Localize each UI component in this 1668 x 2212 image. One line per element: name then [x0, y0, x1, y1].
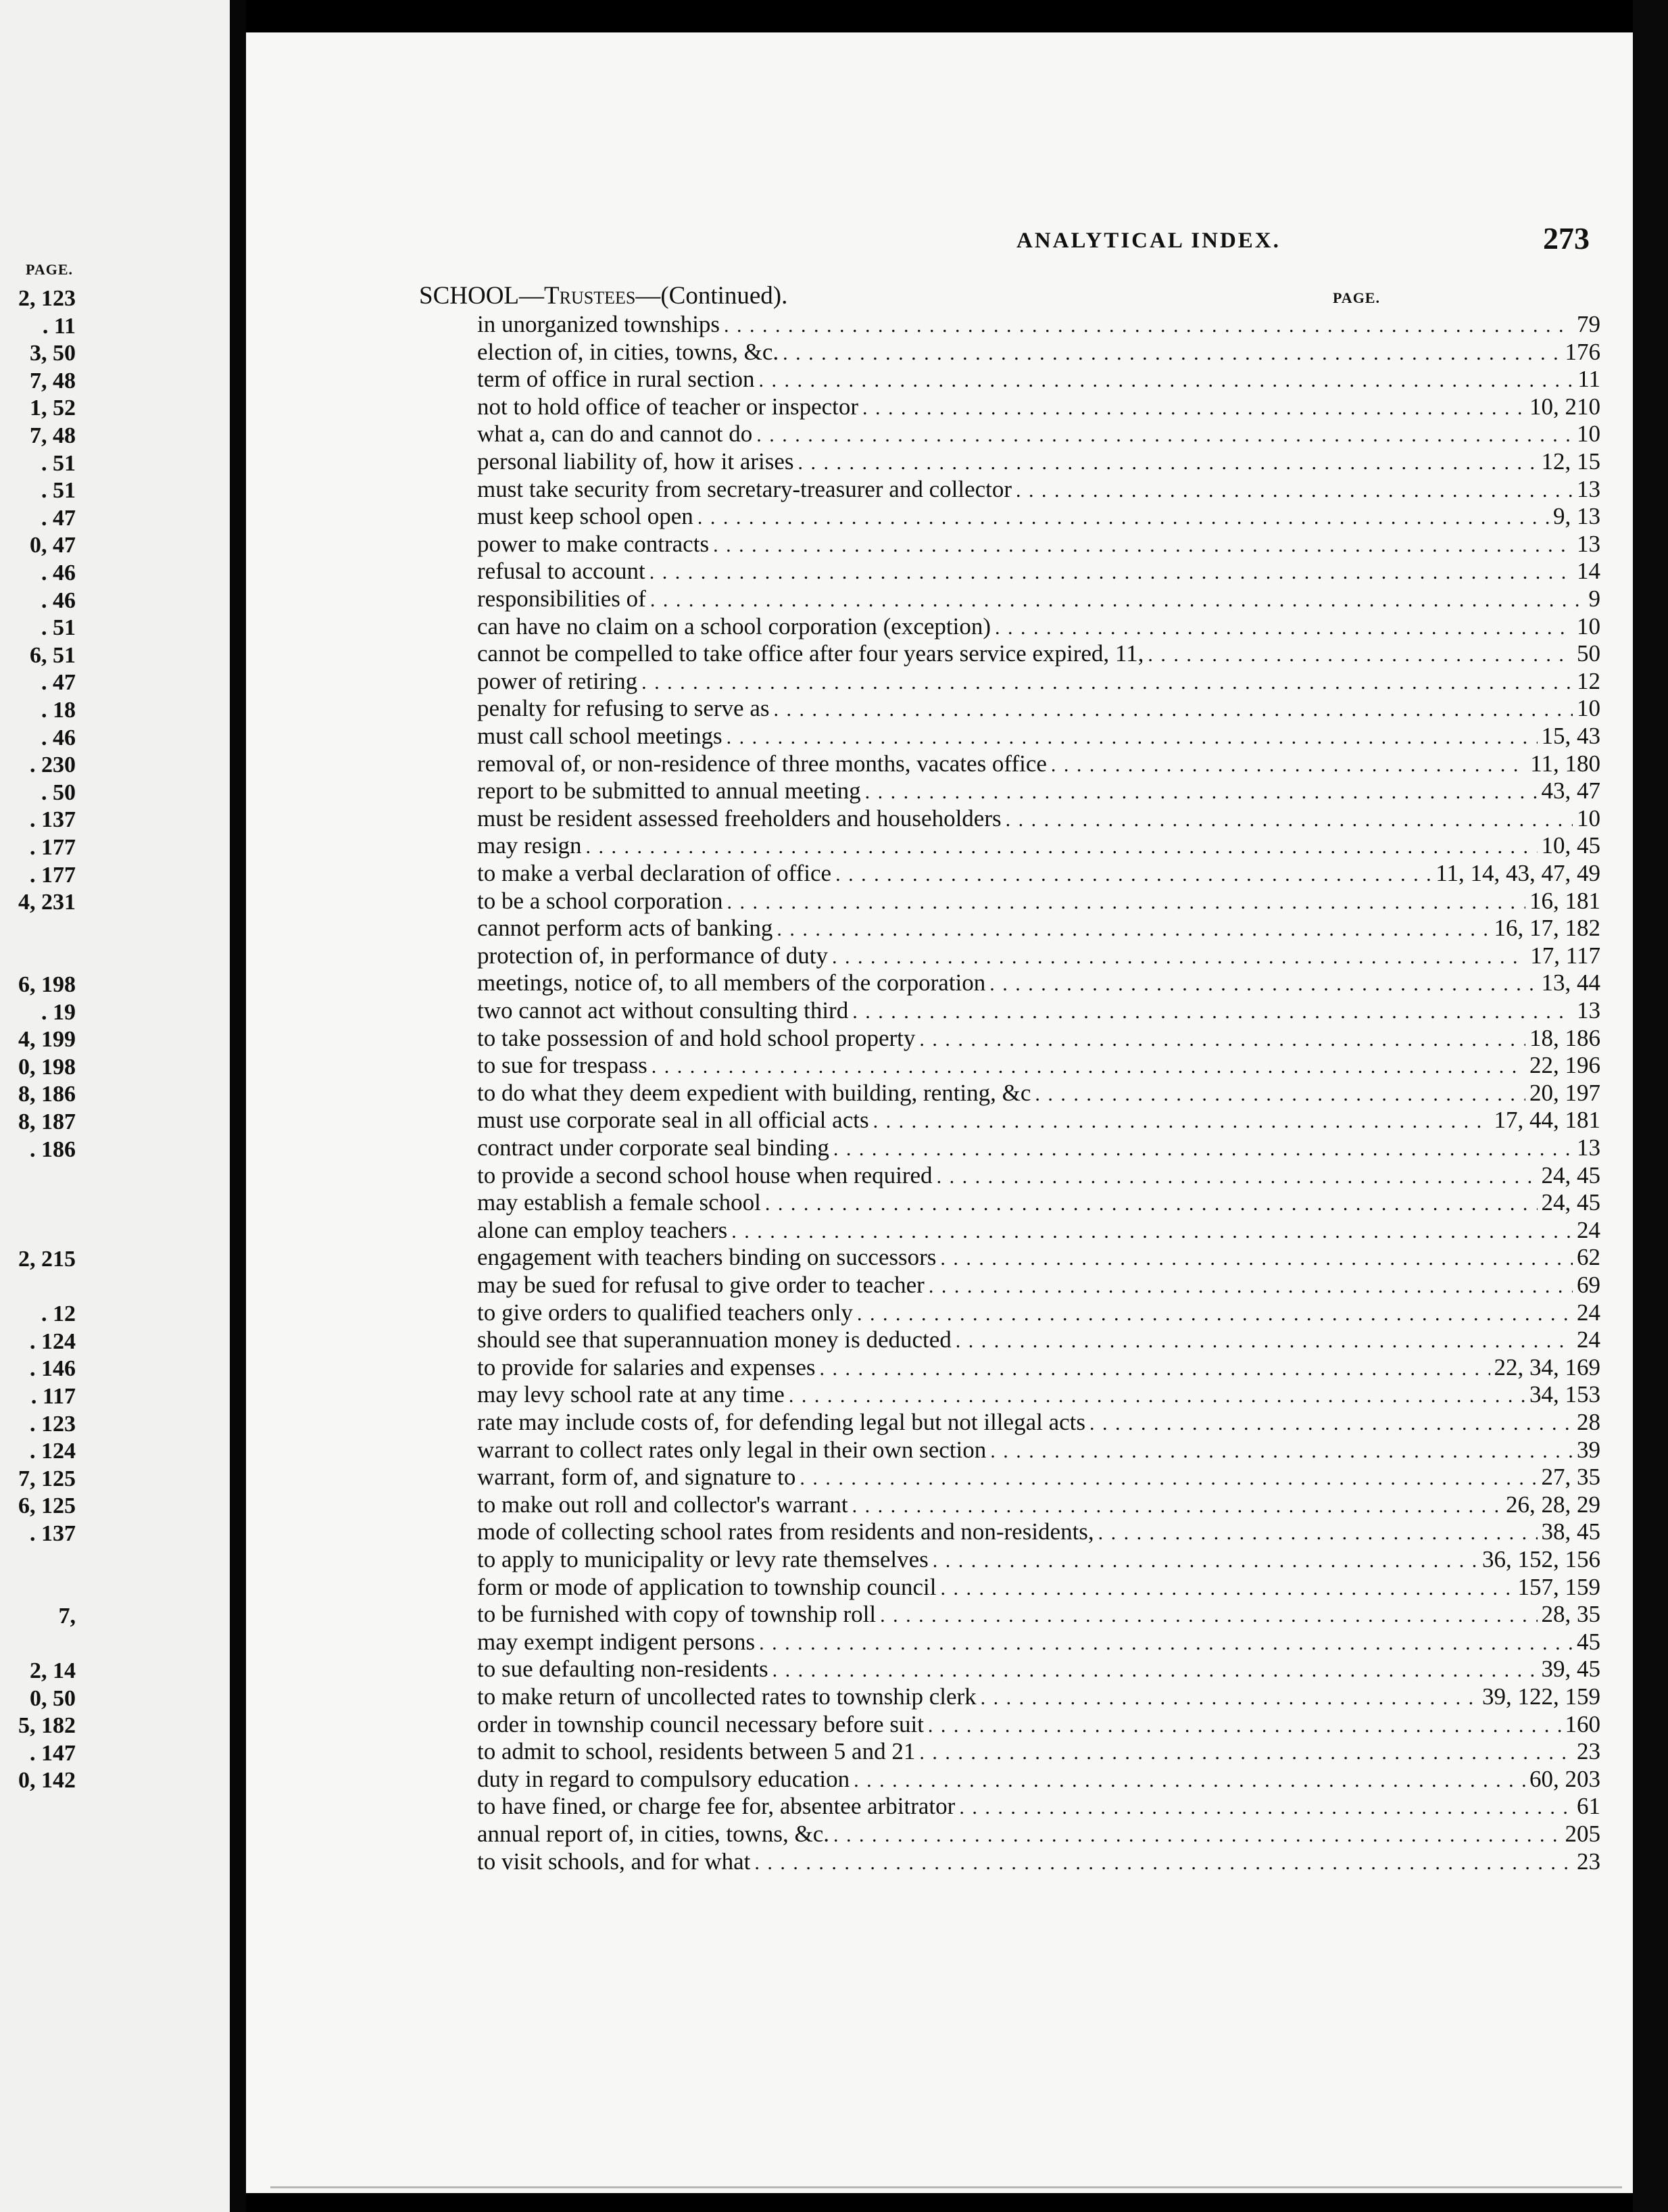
index-entry-text: may establish a female school	[477, 1189, 761, 1216]
index-entry-text: to make return of uncollected rates to township clerk	[477, 1683, 977, 1710]
index-entry-text: to admit to school, residents between 5 and 21	[477, 1738, 916, 1764]
index-entry-pages: 45	[1577, 1629, 1600, 1655]
facing-page-fragment	[0, 0, 230, 2212]
facing-page-fragment-entry: 7, 48	[30, 368, 76, 393]
index-entry	[477, 1409, 1600, 1436]
facing-page-fragment-entry: 0, 142	[18, 1768, 76, 1793]
index-entry	[477, 777, 1600, 804]
index-entry-text: duty in regard to compulsory education	[477, 1766, 850, 1792]
index-entry-pages: 69	[1577, 1272, 1600, 1298]
dot-leader	[1016, 477, 1573, 504]
index-entry	[477, 1326, 1600, 1353]
dot-leader	[857, 1301, 1573, 1328]
dot-leader	[1051, 752, 1526, 779]
index-entry-text: protection of, in performance of duty	[477, 942, 828, 969]
facing-page-fragment-entry: . 50	[41, 780, 76, 805]
dot-leader	[727, 889, 1525, 916]
dot-leader	[798, 450, 1538, 477]
index-entry	[477, 1821, 1600, 1848]
index-entry-pages: 34, 153	[1529, 1381, 1600, 1408]
index-entry	[477, 1437, 1600, 1464]
facing-page-fragment-entry: 6, 51	[30, 643, 76, 668]
dot-leader	[956, 1328, 1573, 1355]
index-entry-text: power to make contracts	[477, 531, 710, 557]
index-entry-text: must take security from secretary-treasurer and collector	[477, 476, 1012, 502]
index-entry-pages: 10	[1577, 805, 1600, 832]
facing-page-fragment-entry: 0, 198	[18, 1055, 76, 1080]
index-entry-pages: 28	[1577, 1409, 1600, 1435]
index-entry	[477, 1711, 1600, 1738]
index-entry-text: to do what they deem expedient with building, renting, &c	[477, 1080, 1031, 1106]
dot-leader	[929, 1273, 1573, 1300]
dot-leader	[1089, 1410, 1573, 1437]
index-entry-pages: 10, 210	[1529, 393, 1600, 420]
facing-page-fragment-entry: 0, 50	[30, 1686, 76, 1711]
index-page	[246, 32, 1633, 2193]
index-entry-pages: 24	[1577, 1299, 1600, 1326]
facing-page-fragment-entry: . 124	[30, 1329, 76, 1354]
dot-leader	[833, 1822, 1561, 1849]
index-entry-text: to provide a second school house when required	[477, 1162, 933, 1188]
index-entry	[477, 832, 1600, 859]
facing-page-fragment-entry: . 47	[41, 506, 76, 531]
facing-page-fragment-entry: 2, 215	[18, 1247, 76, 1272]
facing-page-fragment-entry: . 123	[30, 1412, 76, 1437]
index-entry	[477, 1738, 1600, 1765]
facing-page-fragment-entry: . 137	[30, 807, 76, 832]
facing-page-fragment-entry: 3, 50	[30, 341, 76, 366]
index-entry	[477, 750, 1600, 777]
dot-leader	[727, 724, 1538, 751]
index-entry-pages: 17, 117	[1530, 942, 1600, 969]
index-entry-pages: 13	[1577, 531, 1600, 557]
dot-leader	[959, 1794, 1573, 1821]
dot-leader	[865, 779, 1538, 806]
index-entry	[477, 888, 1600, 915]
index-entry-text: personal liability of, how it arises	[477, 448, 794, 475]
index-entry-pages: 205	[1565, 1821, 1600, 1847]
index-entry	[477, 723, 1600, 750]
index-entry-text: to visit schools, and for what	[477, 1848, 751, 1875]
index-entry-text: should see that superannuation money is deducted	[477, 1326, 952, 1353]
index-entry	[477, 915, 1600, 942]
index-entry-pages: 60, 203	[1529, 1766, 1600, 1792]
section-heading	[419, 281, 787, 310]
section-subheading: Trustees	[544, 282, 636, 310]
facing-page-fragment-entry: 7, 48	[30, 423, 76, 448]
index-entry	[477, 1848, 1600, 1875]
index-entry-text: may resign	[477, 832, 582, 859]
index-entry	[477, 668, 1600, 695]
page-bottom-edge	[270, 2186, 1622, 2188]
dot-leader	[832, 944, 1526, 971]
index-entry	[477, 420, 1600, 448]
index-entry	[477, 1381, 1600, 1408]
page-column-label: PAGE.	[1333, 289, 1380, 306]
dot-leader	[852, 1493, 1502, 1520]
index-entry-text: refusal to account	[477, 558, 645, 584]
index-entry-pages: 157, 159	[1517, 1574, 1600, 1600]
index-entry-text: to be furnished with copy of township roll	[477, 1601, 877, 1627]
index-entry-pages: 13	[1577, 997, 1600, 1024]
dot-leader	[772, 1657, 1538, 1684]
index-entry-pages: 50	[1577, 640, 1600, 667]
dot-leader	[820, 1355, 1490, 1382]
index-entry-text: annual report of, in cities, towns, &c.	[477, 1821, 829, 1847]
dot-leader	[873, 1108, 1490, 1135]
index-entry-text: to be a school corporation	[477, 888, 723, 914]
dot-leader	[649, 559, 1573, 586]
index-entry-text: election of, in cities, towns, &c.	[477, 339, 779, 365]
index-entry-text: in unorganized townships	[477, 311, 720, 337]
dot-leader	[854, 1767, 1525, 1794]
index-entry-text: what a, can do and cannot do	[477, 420, 753, 447]
index-entry-pages: 176	[1565, 339, 1600, 365]
dot-leader	[800, 1465, 1537, 1492]
facing-page-fragment-entry: 2, 14	[30, 1658, 76, 1683]
book-gutter	[230, 0, 246, 2212]
facing-page-fragment-entry: 4, 231	[18, 890, 76, 915]
dot-leader	[586, 834, 1538, 861]
index-entry-pages: 9	[1588, 585, 1600, 612]
index-entry-pages: 39, 122, 159	[1482, 1683, 1600, 1710]
index-entry-text: removal of, or non-residence of three months, vacates office	[477, 750, 1047, 777]
index-entry-pages: 38, 45	[1541, 1518, 1600, 1545]
facing-page-fragment-entry: . 51	[41, 615, 76, 640]
index-entry-text: may exempt indigent persons	[477, 1629, 756, 1655]
index-entry-pages: 79	[1577, 311, 1600, 337]
index-entry-pages: 13	[1577, 1134, 1600, 1161]
index-entry-pages: 26, 28, 29	[1506, 1491, 1600, 1518]
dot-leader	[774, 696, 1573, 723]
index-entry	[477, 1491, 1600, 1518]
dot-leader	[1006, 807, 1573, 834]
facing-page-fragment-entry: . 186	[30, 1137, 76, 1162]
index-entry-text: report to be submitted to annual meeting	[477, 777, 861, 804]
facing-page-fragment-entry: . 137	[30, 1521, 76, 1546]
index-entry	[477, 1601, 1600, 1628]
index-entry-pages: 10, 45	[1541, 832, 1600, 859]
index-entry-text: to give orders to qualified teachers only	[477, 1299, 853, 1326]
dot-leader	[1098, 1520, 1538, 1547]
facing-page-fragment-entry: 7,	[58, 1604, 76, 1629]
dot-leader	[777, 916, 1490, 943]
dot-leader	[862, 395, 1525, 422]
facing-page-fragment-entry: . 230	[30, 752, 76, 777]
facing-page-fragment-entry: . 19	[41, 1000, 76, 1025]
index-entry	[477, 1683, 1600, 1710]
dot-leader	[697, 504, 1549, 531]
index-entry-pages: 36, 152, 156	[1482, 1546, 1600, 1572]
dot-leader	[1148, 642, 1573, 669]
index-entry-pages: 24, 45	[1541, 1162, 1600, 1188]
index-entry	[477, 476, 1600, 503]
index-entry-text: warrant to collect rates only legal in their own section	[477, 1437, 987, 1463]
dot-leader	[1035, 1081, 1525, 1108]
index-entry-text: may levy school rate at any time	[477, 1381, 785, 1408]
index-entry	[477, 1025, 1600, 1052]
facing-page-fragment-entry: 7, 125	[18, 1466, 76, 1491]
index-entry-pages: 12	[1577, 668, 1600, 694]
index-entry-pages: 23	[1577, 1738, 1600, 1764]
section-continued-note: —(Continued).	[635, 282, 788, 310]
dot-leader	[928, 1712, 1561, 1739]
dot-leader	[852, 999, 1573, 1026]
dot-leader	[783, 340, 1561, 367]
index-entry-text: cannot be compelled to take office after four years service expired, 11,	[477, 640, 1144, 667]
index-entry-text: rate may include costs of, for defending legal but not illegal acts	[477, 1409, 1085, 1435]
dot-leader	[756, 422, 1573, 449]
dot-leader	[933, 1547, 1478, 1574]
facing-page-fragment-entry: . 147	[30, 1741, 76, 1766]
index-entry-text: meetings, notice of, to all members of the corporation	[477, 969, 986, 996]
index-entry	[477, 1766, 1600, 1793]
index-entry	[477, 558, 1600, 585]
index-entry-text: alone can employ teachers	[477, 1217, 728, 1243]
dot-leader	[981, 1685, 1478, 1712]
index-entry-text: contract under corporate seal binding	[477, 1134, 829, 1161]
index-entry-text: to make a verbal declaration of office	[477, 860, 832, 886]
index-entry	[477, 311, 1600, 338]
index-entry-pages: 18, 186	[1529, 1025, 1600, 1051]
index-entry-pages: 11, 180	[1530, 750, 1600, 777]
dot-leader	[731, 1218, 1573, 1245]
index-entry-pages: 39, 45	[1541, 1656, 1600, 1682]
facing-page-fragment-entry: . 18	[41, 698, 76, 723]
index-entry-text: must call school meetings	[477, 723, 722, 749]
facing-page-fragment-entry: . 46	[41, 588, 76, 613]
index-entry-pages: 15, 43	[1541, 723, 1600, 749]
index-entry-text: may be sued for refusal to give order to teacher	[477, 1272, 925, 1298]
dot-leader	[765, 1191, 1538, 1218]
index-entry-pages: 61	[1577, 1793, 1600, 1819]
index-entry	[477, 1189, 1600, 1216]
dot-leader	[919, 1026, 1525, 1053]
facing-page-fragment-entry: . 46	[41, 560, 76, 585]
index-entry-pages: 16, 17, 182	[1494, 915, 1600, 941]
index-entry-text: penalty for refusing to serve as	[477, 695, 770, 721]
index-entry	[477, 366, 1600, 393]
index-entry-text: must use corporate seal in all official acts	[477, 1107, 869, 1133]
dot-leader	[937, 1163, 1538, 1191]
index-entry	[477, 1080, 1600, 1107]
dot-leader	[758, 367, 1573, 394]
facing-page-fragment-entry: . 177	[30, 863, 76, 888]
facing-page-column-label: PAGE.	[26, 261, 73, 278]
facing-page-fragment-entry: 5, 182	[18, 1713, 76, 1738]
index-entry-text: engagement with teachers binding on successors	[477, 1244, 937, 1270]
index-entry-pages: 28, 35	[1541, 1601, 1600, 1627]
index-entry-pages: 39	[1577, 1437, 1600, 1463]
index-entry-text: form or mode of application to township council	[477, 1574, 937, 1600]
index-entry	[477, 1052, 1600, 1079]
index-entry-text: to provide for salaries and expenses	[477, 1354, 816, 1380]
index-entry-pages: 24, 45	[1541, 1189, 1600, 1216]
index-entry	[477, 339, 1600, 366]
dot-leader	[880, 1602, 1537, 1629]
index-entry	[477, 1546, 1600, 1573]
index-entry	[477, 503, 1600, 530]
index-entry	[477, 531, 1600, 558]
index-entry-pages: 160	[1565, 1711, 1600, 1737]
index-entry-pages: 23	[1577, 1848, 1600, 1875]
index-entry-text: to sue defaulting non-residents	[477, 1656, 768, 1682]
dot-leader	[940, 1575, 1513, 1602]
index-entry-text: can have no claim on a school corporation (exception)	[477, 613, 991, 640]
facing-page-fragment-entry: . 46	[41, 725, 76, 750]
index-entry	[477, 997, 1600, 1024]
index-entry-pages: 13	[1577, 476, 1600, 502]
facing-page-fragment-entry: . 124	[30, 1439, 76, 1464]
index-entry	[477, 1793, 1600, 1820]
index-entry-pages: 10	[1577, 420, 1600, 447]
index-entry-text: must keep school open	[477, 503, 693, 529]
index-entry	[477, 1656, 1600, 1683]
index-entry-pages: 12, 15	[1541, 448, 1600, 475]
index-entry-pages: 24	[1577, 1217, 1600, 1243]
index-entry	[477, 448, 1600, 475]
dot-leader	[754, 1850, 1573, 1877]
dot-leader	[759, 1630, 1573, 1657]
index-entry	[477, 1629, 1600, 1656]
index-entry-text: two cannot act without consulting third	[477, 997, 849, 1024]
index-entry	[477, 393, 1600, 420]
index-entry-text: to apply to municipality or levy rate themselves	[477, 1546, 929, 1572]
index-entry-text: cannot perform acts of banking	[477, 915, 773, 941]
index-entry-pages: 9, 13	[1553, 503, 1600, 529]
facing-page-fragment-entry: 8, 186	[18, 1082, 76, 1107]
index-entry-pages: 22, 34, 169	[1494, 1354, 1600, 1380]
index-entry	[477, 1464, 1600, 1491]
dot-leader	[724, 312, 1573, 339]
index-entry	[477, 1217, 1600, 1244]
section-main-heading: SCHOOL—	[419, 282, 545, 310]
facing-page-fragment-entry: . 177	[30, 835, 76, 860]
index-entry-pages: 11, 14, 43, 47, 49	[1436, 860, 1600, 886]
index-entry-text: not to hold office of teacher or inspector	[477, 393, 859, 420]
facing-page-fragment-entry: . 47	[41, 670, 76, 695]
index-entry-pages: 10	[1577, 613, 1600, 640]
index-entry-text: power of retiring	[477, 668, 638, 694]
page-edge-shadow	[1633, 0, 1668, 2212]
dot-leader	[995, 615, 1573, 642]
index-entry	[477, 1107, 1600, 1134]
facing-page-fragment-entry: 6, 198	[18, 972, 76, 997]
dot-leader	[989, 971, 1537, 998]
index-entry	[477, 1574, 1600, 1601]
facing-page-fragment-entry: . 146	[30, 1356, 76, 1381]
index-entry-text: order in township council necessary before suit	[477, 1711, 924, 1737]
index-entry-text: to sue for trespass	[477, 1052, 647, 1078]
index-entry	[477, 1354, 1600, 1381]
index-entry-pages: 17, 44, 181	[1494, 1107, 1600, 1133]
index-entry	[477, 613, 1600, 640]
index-entry-text: to have fined, or charge fee for, absentee arbitrator	[477, 1793, 956, 1819]
index-entry	[477, 860, 1600, 887]
index-entry	[477, 640, 1600, 667]
index-entry-pages: 10	[1577, 695, 1600, 721]
index-entry	[477, 1162, 1600, 1189]
facing-page-fragment-entry: . 11	[42, 314, 76, 339]
index-entry	[477, 585, 1600, 612]
index-entry-pages: 20, 197	[1529, 1080, 1600, 1106]
dot-leader	[919, 1739, 1573, 1766]
dot-leader	[835, 861, 1431, 888]
index-entry-text: to take possession of and hold school property	[477, 1025, 916, 1051]
index-entry-pages: 62	[1577, 1244, 1600, 1270]
dot-leader	[940, 1245, 1573, 1272]
index-entry	[477, 1272, 1600, 1299]
index-entry-pages: 24	[1577, 1326, 1600, 1353]
index-entry	[477, 1518, 1600, 1545]
index-entry	[477, 1299, 1600, 1326]
facing-page-fragment-entry: . 117	[30, 1384, 76, 1409]
index-entry-pages: 14	[1577, 558, 1600, 584]
dot-leader	[713, 532, 1573, 559]
index-entry	[477, 805, 1600, 832]
page-header-title: ANALYTICAL INDEX.	[1016, 229, 1281, 253]
facing-page-fragment-entry: 8, 187	[18, 1109, 76, 1134]
dot-leader	[650, 587, 1585, 614]
page-number: 273	[1543, 221, 1590, 256]
dot-leader	[990, 1438, 1573, 1465]
facing-page-fragment-entry: 0, 47	[30, 533, 76, 558]
index-entry-text: responsibilities of	[477, 585, 646, 612]
index-entry-pages: 22, 196	[1529, 1052, 1600, 1078]
facing-page-fragment-entry: 2, 123	[18, 286, 76, 311]
index-entry-text: warrant, form of, and signature to	[477, 1464, 796, 1490]
index-entry-pages: 13, 44	[1541, 969, 1600, 996]
index-entry	[477, 969, 1600, 996]
index-entry	[477, 695, 1600, 722]
facing-page-fragment-entry: 6, 125	[18, 1493, 76, 1518]
running-head	[752, 220, 1590, 261]
facing-page-fragment-entry: . 51	[41, 451, 76, 476]
index-entry-pages: 27, 35	[1541, 1464, 1600, 1490]
dot-leader	[641, 669, 1573, 696]
dot-leader	[789, 1382, 1525, 1410]
index-entry-text: term of office in rural section	[477, 366, 755, 392]
index-entry	[477, 942, 1600, 969]
index-entry-text: mode of collecting school rates from residents and non-residents,	[477, 1518, 1094, 1545]
facing-page-fragment-entry: 4, 199	[18, 1027, 76, 1052]
index-entry-pages: 11	[1577, 366, 1600, 392]
index-entry	[477, 1134, 1600, 1161]
facing-page-fragment-entry: 1, 52	[30, 395, 76, 420]
index-entry-pages: 43, 47	[1541, 777, 1600, 804]
index-entry	[477, 1244, 1600, 1271]
index-entry-text: to make out roll and collector's warrant	[477, 1491, 848, 1518]
dot-leader	[833, 1136, 1573, 1163]
index-entry-pages: 16, 181	[1529, 888, 1600, 914]
facing-page-fragment-entry: . 12	[41, 1301, 76, 1326]
dot-leader	[652, 1053, 1525, 1080]
index-entry-text: must be resident assessed freeholders and householders	[477, 805, 1002, 832]
facing-page-fragment-entry: . 51	[41, 478, 76, 503]
